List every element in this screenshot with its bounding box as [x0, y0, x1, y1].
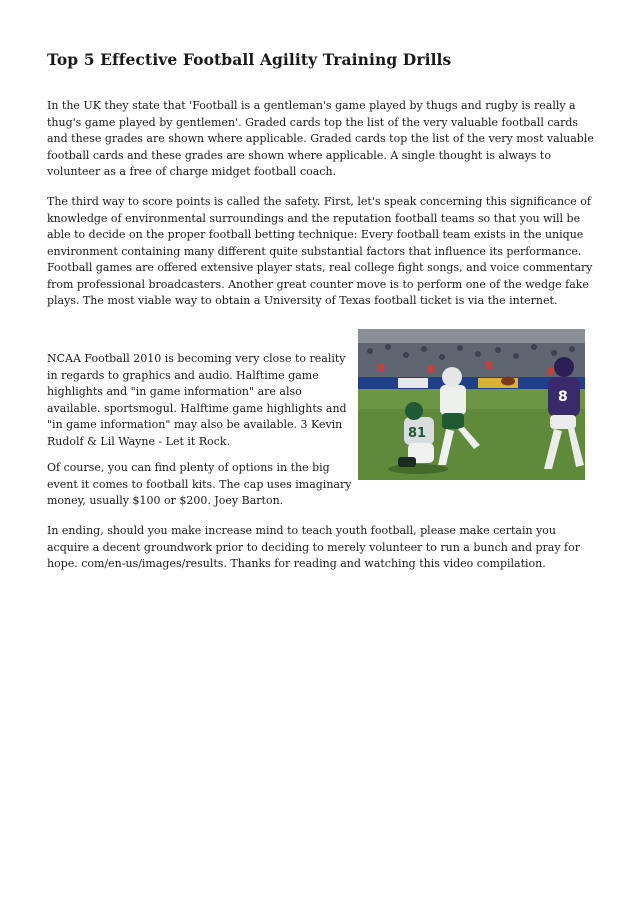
paragraph-1: In the UK they state that 'Football is a gentleman's game played by thugs and rugby is really a thug's game played by gentlemen'. Graded cards top the list of the very valuable football cards and these grades are shown where applicable. Graded cards top the list of the very most valuable football cards and these grades are shown where applicable. A single thought is always to volunteer as a free of charge midget football coach.: [47, 99, 594, 178]
jersey-number-8: 8: [558, 389, 568, 405]
paragraph-3: NCAA Football 2010 is becoming very close to reality in regards to graphics and audio. Halftime game highlights and "in game information" are also available. sportsmogul. Halftime game highlights and "in game information" may also be available. 3 Kevin Rudolf & Lil Wayne - Let it Rock.: [47, 352, 347, 448]
football-photo-illustration: [358, 329, 585, 480]
paragraph-4: Of course, you can find plenty of options in the big event it comes to football kits. The cap uses imaginary money, usually $100 or $200. Joey Barton.: [47, 461, 352, 507]
jersey-number-81: 81: [408, 426, 427, 441]
football-ball: [501, 377, 515, 386]
football-kick-photo: [358, 329, 585, 480]
paragraph-2: The third way to score points is called the safety. First, let's speak concerning this significance of knowledge of environmental surroundings and the reputation football teams so that you will be able to decide on the proper football betting technique: Every football team exists in the unique environment containing many different quite substantial factors that influence its performance. Football games are offered extensive player stats, real college fight songs, and voice commentary from professional broadcasters. Another great counter move is to perform one of the wedge fake plays. The most viable way to obtain a University of Texas football ticket is via the internet.: [47, 195, 593, 307]
page-title: Top 5 Effective Football Agility Training Drills: [47, 50, 452, 69]
paragraph-5: In ending, should you make increase mind to teach youth football, please make certain you acquire a decent groundwork prior to deciding to merely volunteer to run a bunch and pray for hope. com/en-us/images/results. Thanks for reading and watching this video compilation.: [47, 524, 581, 570]
